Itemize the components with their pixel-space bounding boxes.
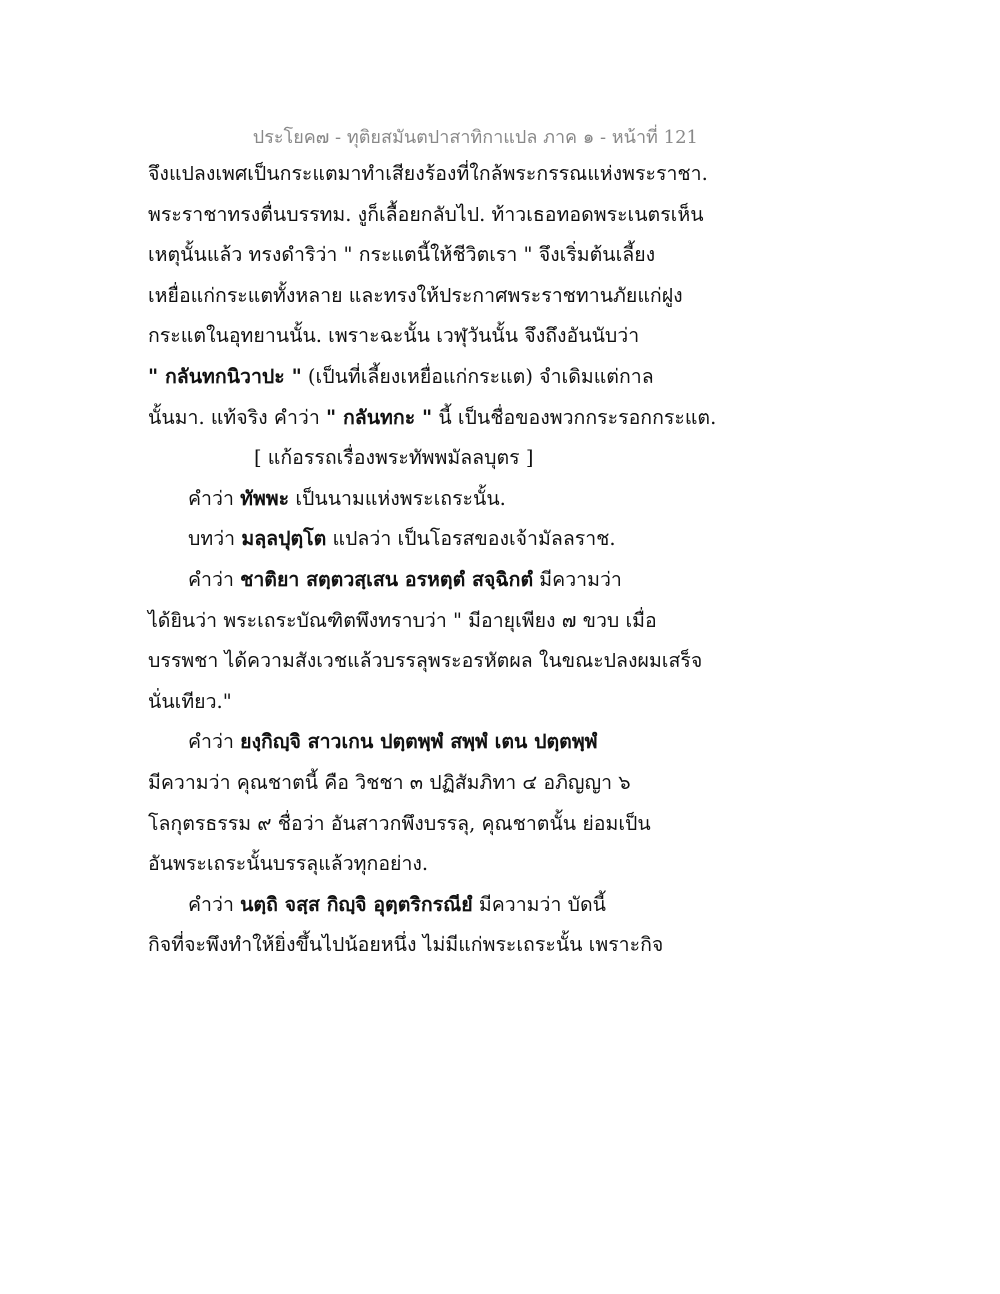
- text-run: พระราชาทรงตื่นบรรทม. งูก็เลื้อยกลับไป. ท้าวเธอทอดพระเนตรเห็น: [148, 202, 704, 226]
- bold-term: ทัพพะ: [240, 486, 290, 510]
- text-run: ได้ยินว่า พระเถระบัณฑิตพึงทราบว่า " มีอายุเพียง ๗ ขวบ เมื่อ: [148, 608, 657, 632]
- text-run: มีความว่า คุณชาตนี้ คือ วิชชา ๓ ปฏิสัมภิทา ๔ อภิญญา ๖: [148, 770, 631, 794]
- bold-term: " กลันทกนิวาปะ ": [148, 364, 302, 388]
- text-line: [148, 276, 748, 317]
- text-run: จึงแปลงเพศเป็นกระแตมาทำเสียงร้องที่ใกล้พระกรรณแห่งพระราชา.: [148, 162, 708, 185]
- text-line: [148, 641, 748, 682]
- text-run: เหตุนั้นแล้ว ทรงดำริว่า " กระแตนี้ให้ชีวิตเรา " จึงเริ่มต้นเลี้ยง: [148, 243, 656, 267]
- body-text: [148, 154, 748, 966]
- text-run: เหยื่อแก่กระแตทั้งหลาย และทรงให้ประกาศพระราชทานภัยแก่ฝูง: [148, 283, 683, 307]
- text-line: [148, 398, 748, 439]
- text-line: [148, 560, 748, 601]
- text-run: โลกุตรธรรม ๙ ชื่อว่า อันสาวกพึงบรรลุ, คุณชาตนั้น ย่อมเป็น: [148, 811, 651, 835]
- text-line: [148, 763, 748, 804]
- text-run: กระแตในอุทยานนั้น. เพราะฉะนั้น เวฬุวันนั้น จึงถึงอันนับว่า: [148, 324, 640, 348]
- text-run: นั้นมา. แท้จริง คำว่า: [148, 405, 326, 429]
- text-run: (เป็นที่เลี้ยงเหยื่อแก่กระแต) จำเดิมแต่กาล: [301, 364, 654, 388]
- bold-term: ชาติยา สตฺตวสฺเสน อรหตฺตํ สจฺฉิกตํ: [240, 567, 534, 591]
- bold-term: นตฺถิ จสฺส กิญฺจิ อุตฺตริกรณียํ: [240, 892, 473, 916]
- text-line: [148, 682, 748, 723]
- running-head: ประโยค๗ - ทุติยสมันตปาสาทิกาแปล ภาค ๑ - หน้าที่ 121: [252, 127, 698, 148]
- text-line: [148, 519, 748, 560]
- text-run: คำว่า: [188, 486, 241, 510]
- bold-term: " กลันทกะ ": [326, 405, 433, 429]
- bold-term: ยงฺกิญฺจิ สาวเกน ปตฺตพฺพํ สพฺพํ เตน ปตฺตพฺพํ: [240, 730, 598, 754]
- text-line: [148, 479, 748, 520]
- text-run: คำว่า: [188, 567, 241, 591]
- text-run: กิจที่จะพึงทำให้ยิ่งขึ้นไปน้อยหนึ่ง ไม่มีแก่พระเถระนั้น เพราะกิจ: [148, 933, 664, 957]
- text-run: แปลว่า เป็นโอรสของเจ้ามัลลราช.: [326, 527, 616, 551]
- text-run: บทว่า: [188, 527, 242, 551]
- text-line: [148, 316, 748, 357]
- text-line: [148, 601, 748, 642]
- text-line: [148, 154, 748, 195]
- text-run: [ แก้อรรถเรื่องพระทัพพมัลลบุตร ]: [254, 446, 534, 470]
- text-line: [148, 804, 748, 845]
- text-line: [148, 925, 748, 966]
- text-line: [148, 885, 748, 926]
- text-run: บรรพชา ได้ความสังเวชแล้วบรรลุพระอรหัตผล ในขณะปลงผมเสร็จ: [148, 649, 703, 673]
- text-line: [148, 844, 748, 885]
- text-run: อันพระเถระนั้นบรรลุแล้วทุกอย่าง.: [148, 852, 429, 876]
- text-run: เป็นนามแห่งพระเถระนั้น.: [289, 486, 506, 510]
- text-run: คำว่า: [188, 730, 241, 754]
- text-line: [148, 195, 748, 236]
- text-run: คำว่า: [188, 892, 241, 916]
- text-line: [148, 235, 748, 276]
- text-line: [148, 357, 748, 398]
- bold-term: มลฺลปุตฺโต: [241, 527, 327, 551]
- text-run: มีความว่า บัดนี้: [472, 892, 606, 916]
- section-heading: [148, 438, 748, 479]
- text-line: [148, 722, 748, 763]
- text-run: นั่นเทียว.": [148, 689, 232, 713]
- text-run: มีความว่า: [533, 567, 622, 591]
- text-run: นี้ เป็นชื่อของพวกกระรอกกระแต.: [432, 405, 717, 429]
